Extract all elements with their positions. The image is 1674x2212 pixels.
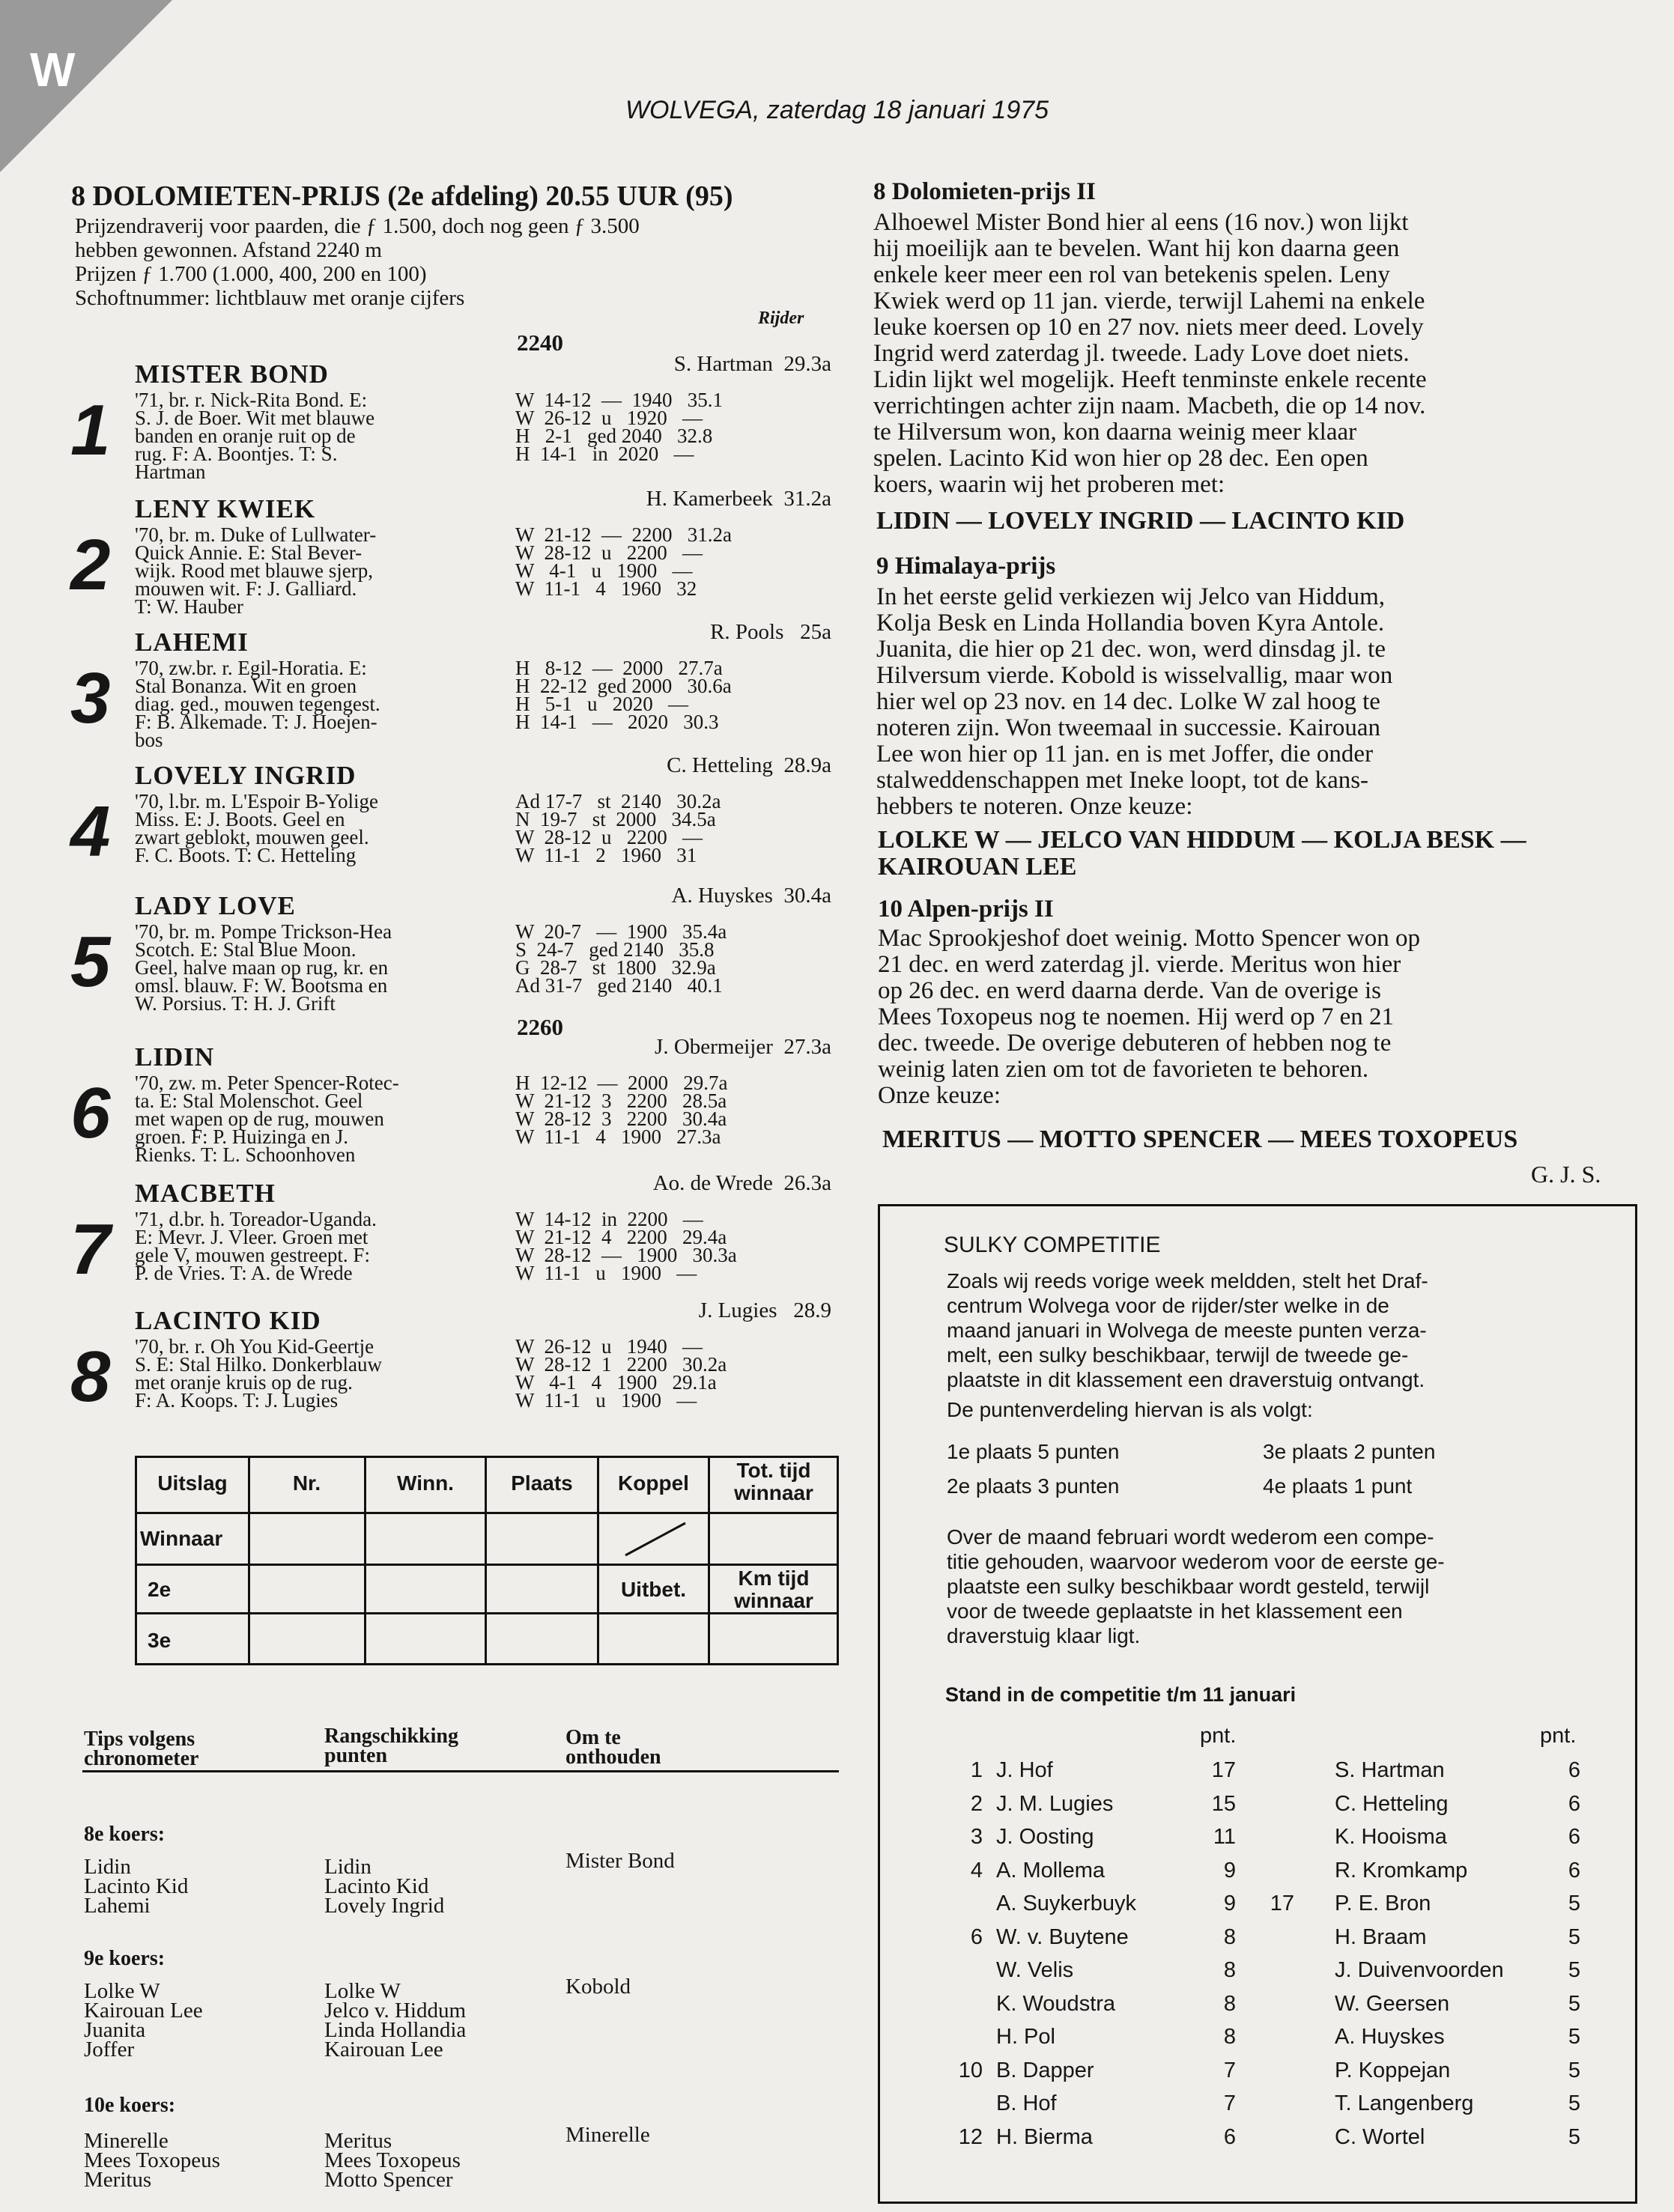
entry-number: 5 bbox=[70, 922, 111, 1002]
entry-description: '70, zw.br. r. Egil-Horatia. E: Stal Bonanza. Wit en groen diag. ged., mouwen tegengest. F: B. Alkemade. T: J. Hoejen- bos bbox=[135, 657, 380, 751]
tips-9e-onthouden: Kobold bbox=[565, 1975, 631, 1999]
standing-rank: 4 bbox=[970, 1859, 983, 1883]
dateline: WOLVEGA, zaterdag 18 januari 1975 bbox=[625, 96, 1049, 124]
race-title: 8 DOLOMIETEN-PRIJS (2e afdeling) 20.55 UUR (95) bbox=[71, 180, 733, 212]
grid-header-tot-tijd: Tot. tijd winnaar bbox=[734, 1459, 813, 1504]
race-conditions bbox=[75, 214, 640, 310]
entry-form: H 12-12 — 2000 29.7a W 21-12 3 2200 28.5a W 28-12 3 2200 30.4a W 11-1 4 1900 27.3a bbox=[515, 1072, 728, 1148]
standing-name: B. Hof bbox=[996, 2091, 1057, 2115]
tips-8e-chrono: Lidin Lacinto Kid Lahemi bbox=[84, 1855, 189, 1918]
standing-pts: 9 bbox=[1223, 1859, 1236, 1883]
entry-description: '70, br. m. Pompe Trickson-Hea Scotch. E: Stal Blue Moon. Geel, halve maan op rug, kr. en omsl. blauw. F: W. Bootsma en W. Porsius. T: H. J. Grift bbox=[135, 920, 392, 1015]
standing-pts: 9 bbox=[1223, 1892, 1236, 1915]
distance-2240: 2240 bbox=[517, 329, 563, 356]
comment-10-pick: MERITUS — MOTTO SPENCER — MEES TOXOPEUS bbox=[882, 1125, 1518, 1153]
standing-pts: 5 bbox=[1568, 2125, 1580, 2149]
tips-8e-onthouden: Mister Bond bbox=[565, 1849, 675, 1873]
entry-form: Ad 17-7 st 2140 30.2a N 19-7 st 2000 34.5a W 28-12 u 2200 — W 11-1 2 1960 31 bbox=[515, 790, 721, 866]
entry-form: W 20-7 — 1900 35.4a S 24-7 ged 2140 35.8 G 28-7 st 1800 32.9a Ad 31-7 ged 2140 40.1 bbox=[515, 920, 727, 997]
standing-name: K. Hooisma bbox=[1335, 1825, 1447, 1849]
standing-name: J. Oosting bbox=[996, 1825, 1094, 1849]
tips-label-10e: 10e koers: bbox=[84, 2094, 176, 2117]
condition-line: Prijzendraverij voor paarden, die ƒ 1.500, doch nog geen ƒ 3.500 bbox=[75, 214, 640, 238]
entry-form: W 14-12 in 2200 — W 21-12 4 2200 29.4a W 28-12 — 1900 30.3a W 11-1 u 1900 — bbox=[515, 1208, 737, 1284]
condition-line: hebben gewonnen. Afstand 2240 m bbox=[75, 238, 382, 262]
entry-form: H 8-12 — 2000 27.7a H 22-12 ged 2000 30.6a H 5-1 u 2020 — H 14-1 — 2020 30.3 bbox=[515, 657, 732, 733]
entry-number: 8 bbox=[70, 1337, 111, 1417]
condition-line: Schoftnummer: lichtblauw met oranje cijfers bbox=[75, 286, 465, 310]
standing-name: H. Bierma bbox=[996, 2125, 1093, 2149]
condition-line: Prijzen ƒ 1.700 (1.000, 400, 200 en 100) bbox=[75, 262, 427, 286]
koppel-slash bbox=[599, 1514, 708, 1564]
standing-pts: 5 bbox=[1568, 1892, 1580, 1915]
entry-name: MISTER BOND bbox=[135, 359, 329, 389]
standing-name: B. Dapper bbox=[996, 2058, 1094, 2082]
entry-description: '70, br. m. Duke of Lullwater- Quick Annie. E: Stal Bever- wijk. Rood met blauwe sjerp, mouwen wit. F: J. Galliard. T: W. Hauber bbox=[135, 523, 377, 618]
entry-name: LAHEMI bbox=[135, 628, 249, 657]
entry-form: W 14-12 — 1940 35.1 W 26-12 u 1920 — H 2-1 ged 2040 32.8 H 14-1 in 2020 — bbox=[515, 389, 723, 465]
standing-name: H. Pol bbox=[996, 2025, 1055, 2049]
grid-km-tijd: Km tijd winnaar bbox=[734, 1567, 813, 1612]
grid-header-plaats: Plaats bbox=[511, 1471, 573, 1495]
entry-description: '71, d.br. h. Toreador-Uganda. E: Mevr. J. Vleer. Groen met gele V, mouwen gestreept. F: P. de Vries. T: A. de Wrede bbox=[135, 1208, 377, 1284]
standing-pts: 5 bbox=[1568, 2058, 1580, 2082]
standing-rank: 6 bbox=[970, 1925, 983, 1949]
comment-10-text: Mac Sprookjeshof doet weinig. Motto Spencer won op 21 dec. en werd zaterdag jl. vierde. Meritus won hier op 26 dec. en werd daarna derde. Van de overige is Mees Toxopeus nog te noemen. Hij werd op 7 en 21 dec. tweede. De overige debuteren of hebben nog te weinig laten zien om tot de favorieten te behoren. Onze keuze: bbox=[878, 925, 1421, 1109]
entry-number: 1 bbox=[70, 390, 111, 470]
standing-pts: 8 bbox=[1223, 1925, 1236, 1949]
comment-8-pick: LIDIN — LOVELY INGRID — LACINTO KID bbox=[876, 507, 1405, 535]
standing-name: J. Duivenvoorden bbox=[1335, 1958, 1504, 1982]
grid-header-winn: Winn. bbox=[397, 1471, 454, 1495]
standing-name: A. Huyskes bbox=[1335, 2025, 1445, 2049]
entry-rider: C. Hetteling 28.9a bbox=[667, 753, 831, 777]
tips-9e-punten: Lolke W Jelco v. Hiddum Linda Hollandia Kairouan Lee bbox=[324, 1979, 467, 2061]
comment-8-text: Alhoewel Mister Bond hier al eens (16 nov.) won lijkt hij moeilijk aan te bevelen. Want hij kon daarna geen enkele keer meer een rol van betekenis spelen. Leny Kwiek werd op 11 jan. vierde, terwijl Lahemi na enkele leuke koersen op 10 en 27 nov. niets meer deed. Lovely Ingrid werd zaterdag jl. tweede. Lady Love doet niets. Lidin lijkt wel mogelijk. Heeft tenminste enkele recente verrichtingen achter zijn naam. Macbeth, die op 14 nov. te Hilversum won, kon daarna weinig meer klaar spelen. Lacinto Kid won hier op 28 dec. Een open koers, waarin wij het proberen met: bbox=[873, 209, 1427, 498]
standing-pts: 8 bbox=[1223, 2025, 1236, 2049]
sulky-title: SULKY COMPETITIE bbox=[944, 1233, 1161, 1257]
sulky-intro: Zoals wij reeds vorige week meldden, stelt het Draf- centrum Wolvega voor de rijder/ster welke in de maand januari in Wolvega de meeste punten verza- melt, een sulky beschikbaar, terwijl de tweede ge- plaatste in dit klassement een draverstuig ontvangt. bbox=[947, 1269, 1428, 1391]
standing-rank: 10 bbox=[958, 2058, 983, 2082]
entry-rider: R. Pools 25a bbox=[710, 620, 831, 644]
points-4e: 4e plaats 1 punt bbox=[1263, 1474, 1413, 1498]
tips-rule bbox=[82, 1770, 839, 1772]
standing-name: K. Woudstra bbox=[996, 1992, 1116, 2016]
standing-rank: 2 bbox=[970, 1792, 983, 1816]
entry-number: 3 bbox=[70, 658, 111, 738]
entry-rider: H. Kamerbeek 31.2a bbox=[646, 487, 831, 511]
entry-rider: S. Hartman 29.3a bbox=[673, 352, 831, 376]
standing-rank: 1 bbox=[970, 1758, 983, 1782]
grid-row-winnaar: Winnaar bbox=[140, 1527, 223, 1550]
tips-col-punten: Rangschikking punten bbox=[324, 1725, 458, 1767]
comment-9-text: In het eerste gelid verkiezen wij Jelco van Hiddum, Kolja Besk en Linda Hollandia boven Kyra Antole. Juanita, die hier op 21 dec. won, werd dinsdag jl. te Hilversum vierde. Kobold is wisselvallig, maar won hier wel op 23 nov. en 14 dec. Lolke W zal hoog te noteren zijn. Won tweemaal in successie. Kairouan Lee won hier op 11 jan. en is met Joffer, die onder stalweddenschappen met Ineke loopt, tot de kans- hebbers te noteren. Onze keuze: bbox=[876, 583, 1393, 820]
entry-rider: J. Lugies 28.9 bbox=[698, 1298, 831, 1322]
signature: G. J. S. bbox=[1531, 1161, 1601, 1188]
standing-rank: 12 bbox=[958, 2125, 983, 2149]
standing-name: W. Velis bbox=[996, 1958, 1074, 1982]
grid-row-3e: 3e bbox=[148, 1629, 172, 1652]
tips-9e-chrono: Lolke W Kairouan Lee Juanita Joffer bbox=[84, 1979, 203, 2061]
standing-name: J. M. Lugies bbox=[996, 1792, 1114, 1816]
standing-pts: 7 bbox=[1223, 2091, 1236, 2115]
entry-form: W 26-12 u 1940 — W 28-12 1 2200 30.2a W 4-1 4 1900 29.1a W 11-1 u 1900 — bbox=[515, 1335, 727, 1412]
grid-row-2e: 2e bbox=[148, 1578, 172, 1601]
standing-name: T. Langenberg bbox=[1335, 2091, 1474, 2115]
sulky-verdeling: De puntenverdeling hiervan is als volgt: bbox=[947, 1398, 1313, 1421]
standing-pts: 15 bbox=[1211, 1792, 1236, 1816]
entry-description: '70, br. r. Oh You Kid-Geertje S. E: Stal Hilko. Donkerblauw met oranje kruis op de rug. F: A. Koops. T: J. Lugies bbox=[135, 1335, 382, 1412]
stand-title: Stand in de competitie t/m 11 januari bbox=[945, 1683, 1297, 1706]
standing-pts: 6 bbox=[1568, 1792, 1580, 1816]
comment-8-head: 8 Dolomieten-prijs II bbox=[873, 178, 1096, 205]
entry-rider: A. Huyskes 30.4a bbox=[671, 884, 831, 908]
tips-label-8e: 8e koers: bbox=[84, 1823, 166, 1846]
grid-header-nr: Nr. bbox=[292, 1471, 321, 1495]
comment-10-head: 10 Alpen-prijs II bbox=[878, 896, 1054, 923]
tips-10e-punten: Meritus Mees Toxopeus Motto Spencer bbox=[324, 2129, 461, 2192]
tips-10e-onthouden: Minerelle bbox=[565, 2123, 650, 2147]
standing-name: S. Hartman bbox=[1335, 1758, 1445, 1782]
standing-name: H. Braam bbox=[1335, 1925, 1427, 1949]
standing-pts: 5 bbox=[1568, 2025, 1580, 2049]
entry-rider: J. Obermeijer 27.3a bbox=[655, 1035, 831, 1059]
standing-name: C. Hetteling bbox=[1335, 1792, 1449, 1816]
entry-name: LENY KWIEK bbox=[135, 494, 316, 523]
grid-header-koppel: Koppel bbox=[618, 1471, 689, 1495]
standing-name: R. Kromkamp bbox=[1335, 1859, 1468, 1883]
tips-label-9e: 9e koers: bbox=[84, 1947, 166, 1970]
standing-pts: 17 bbox=[1211, 1758, 1236, 1782]
standing-pts: 6 bbox=[1568, 1825, 1580, 1849]
entry-number: 6 bbox=[70, 1073, 111, 1153]
entry-form: W 21-12 — 2200 31.2a W 28-12 u 2200 — W 4-1 u 1900 — W 11-1 4 1960 32 bbox=[515, 523, 732, 600]
standing-pts: 5 bbox=[1568, 1925, 1580, 1949]
entry-number: 4 bbox=[70, 791, 111, 872]
result-grid bbox=[135, 1456, 839, 1665]
corner-letter: W bbox=[30, 43, 76, 97]
entry-number: 2 bbox=[70, 525, 111, 605]
standing-name: P. Koppejan bbox=[1335, 2058, 1451, 2082]
entry-rider: Ao. de Wrede 26.3a bbox=[652, 1171, 831, 1195]
points-2e: 2e plaats 3 punten bbox=[947, 1474, 1120, 1498]
entry-description: '71, br. r. Nick-Rita Bond. E: S. J. de Boer. Wit met blauwe banden en oranje ruit op de rug. F: A. Boontjes. T: S. Hartman bbox=[135, 389, 375, 483]
standing-name: J. Hof bbox=[996, 1758, 1053, 1782]
tips-col-onthouden: Om te onthouden bbox=[565, 1726, 661, 1769]
points-1e: 1e plaats 5 punten bbox=[947, 1440, 1120, 1463]
standing-name: A. Suykerbuyk bbox=[996, 1892, 1136, 1915]
standing-pts: 8 bbox=[1223, 1958, 1236, 1982]
standing-pts: 11 bbox=[1213, 1825, 1236, 1849]
standing-name: W. v. Buytene bbox=[996, 1925, 1129, 1949]
entry-description: '70, l.br. m. L'Espoir B-Yolige Miss. E: J. Boots. Geel en zwart geblokt, mouwen geel. F. C. Boots. T: C. Hetteling bbox=[135, 790, 379, 866]
sulky-februari: Over de maand februari wordt wederom een compe- titie gehouden, waarvoor wederom voor de eerste ge- plaatste een sulky beschikbaar wordt gesteld, terwijl voor de tweede geplaatste in het klassement een draverstuig klaar ligt. bbox=[947, 1525, 1445, 1647]
standing-name: P. E. Bron bbox=[1335, 1892, 1431, 1915]
standing-pts: 5 bbox=[1568, 1992, 1580, 2016]
distance-2260: 2260 bbox=[517, 1014, 563, 1040]
standing-name: C. Wortel bbox=[1335, 2125, 1425, 2149]
grid-uitbet: Uitbet. bbox=[620, 1578, 687, 1601]
standing-pts: 6 bbox=[1568, 1859, 1580, 1883]
points-3e: 3e plaats 2 punten bbox=[1263, 1440, 1436, 1463]
standing-name: A. Mollema bbox=[996, 1859, 1106, 1883]
tips-10e-chrono: Minerelle Mees Toxopeus Meritus bbox=[84, 2129, 220, 2192]
standing-pts: 6 bbox=[1223, 2125, 1236, 2149]
tips-col-chronometer: Tips volgens chronometer bbox=[84, 1728, 199, 1770]
pnt-label-right: pnt. bbox=[1540, 1724, 1577, 1748]
rider-label: Rijder bbox=[758, 309, 804, 328]
entry-number: 7 bbox=[70, 1209, 111, 1289]
corner-tab bbox=[0, 0, 172, 172]
standing-pts: 7 bbox=[1223, 2058, 1236, 2082]
entry-name: LIDIN bbox=[135, 1042, 215, 1072]
pnt-label-left: pnt. bbox=[1200, 1724, 1237, 1748]
comment-9-head: 9 Himalaya-prijs bbox=[876, 553, 1056, 580]
standing-pts: 8 bbox=[1223, 1992, 1236, 2016]
tips-8e-punten: Lidin Lacinto Kid Lovely Ingrid bbox=[324, 1855, 445, 1918]
standing-pts: 5 bbox=[1568, 1958, 1580, 1982]
standing-rank: 17 bbox=[1270, 1892, 1294, 1915]
grid-header-uitslag: Uitslag bbox=[157, 1471, 228, 1495]
entry-name: LOVELY INGRID bbox=[135, 761, 357, 790]
comment-9-pick: LOLKE W — JELCO VAN HIDDUM — KOLJA BESK — KAIROUAN LEE bbox=[878, 826, 1526, 881]
standing-name: W. Geersen bbox=[1335, 1992, 1450, 2016]
standing-pts: 5 bbox=[1568, 2091, 1580, 2115]
standing-rank: 3 bbox=[970, 1825, 983, 1849]
entry-name: LACINTO KID bbox=[135, 1306, 321, 1335]
entry-description: '70, zw. m. Peter Spencer-Rotec- ta. E: Stal Molenschot. Geel met wapen op de rug, mouwen groen. F: P. Huizinga en J. Rienks. T: L. Schoonhoven bbox=[135, 1072, 399, 1166]
entry-name: LADY LOVE bbox=[135, 891, 296, 920]
entry-name: MACBETH bbox=[135, 1179, 276, 1208]
standing-pts: 6 bbox=[1568, 1758, 1580, 1782]
